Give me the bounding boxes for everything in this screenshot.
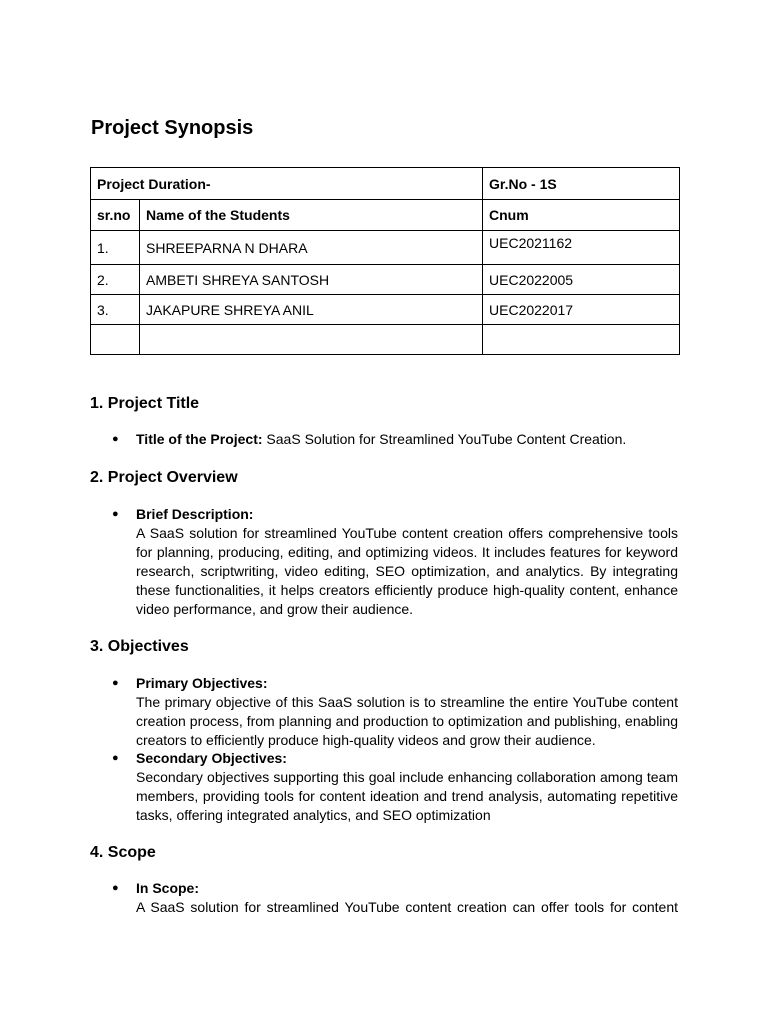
cell-empty	[140, 325, 483, 355]
bullet-icon: ●	[112, 752, 119, 764]
table-row	[91, 231, 680, 265]
table-header-row	[91, 200, 680, 231]
section-heading-project-title: 1. Project Title	[90, 395, 200, 412]
cell-cnum: UEC2021162	[483, 231, 680, 265]
group-number-cell: Gr.No - 1S	[483, 168, 680, 200]
list-item	[112, 879, 678, 917]
empty-table-row	[91, 325, 680, 355]
project-title-text: SaaS Solution for Streamlined YouTube Content Creation.	[262, 431, 627, 447]
cell-name: JAKAPURE SHREYA ANIL	[140, 295, 483, 325]
table-row	[91, 168, 680, 200]
brief-description-text: A SaaS solution for streamlined YouTube content creation offers comprehensive tools for planning, producing, editing, and optimizing videos. It includes features for keyword research, scriptwriting, video editing, SEO optimization, and analytics. By integrating these functionalities, it helps creators efficiently produce high-quality content, enhance video performance, and grow their audience.	[136, 525, 678, 617]
cell-empty	[483, 325, 680, 355]
cell-srno: 1.	[91, 231, 140, 265]
bullet-icon: ●	[112, 508, 119, 520]
table-row	[91, 295, 680, 325]
section-heading-scope: 4. Scope	[90, 844, 156, 861]
cell-srno: 3.	[91, 295, 140, 325]
column-header-cnum: Cnum	[483, 200, 680, 231]
list-item	[112, 674, 678, 750]
bullet-icon: ●	[112, 882, 119, 894]
project-duration-cell: Project Duration-	[91, 168, 483, 200]
section-heading-project-overview: 2. Project Overview	[90, 469, 238, 486]
cell-srno: 2.	[91, 265, 140, 295]
cell-empty	[91, 325, 140, 355]
brief-description-label: Brief Description:	[136, 506, 254, 522]
bullet-icon: ●	[112, 677, 119, 689]
list-item	[112, 505, 678, 619]
in-scope-text: A SaaS solution for streamlined YouTube content creation can offer tools for content	[136, 899, 678, 915]
column-header-srno: sr.no	[91, 200, 140, 231]
bullet-icon: ●	[112, 433, 119, 445]
cell-cnum: UEC2022017	[483, 295, 680, 325]
cell-name: AMBETI SHREYA SANTOSH	[140, 265, 483, 295]
project-info-table	[90, 167, 680, 355]
section-heading-objectives: 3. Objectives	[90, 638, 189, 655]
cell-name: SHREEPARNA N DHARA	[140, 231, 483, 265]
primary-objectives-label: Primary Objectives:	[136, 675, 268, 691]
column-header-name: Name of the Students	[140, 200, 483, 231]
project-title-label: Title of the Project:	[136, 431, 263, 447]
table-row	[91, 265, 680, 295]
in-scope-label: In Scope:	[136, 880, 200, 896]
cell-cnum: UEC2022005	[483, 265, 680, 295]
primary-objectives-text: The primary objective of this SaaS solution is to streamline the entire YouTube content creation process, from planning and production to optimization and publishing, enabling creators to efficiently produce high-quality videos and grow their audience.	[136, 694, 678, 748]
secondary-objectives-text: Secondary objectives supporting this goal include enhancing collaboration among team members, providing tools for content ideation and trend analysis, automating repetitive tasks, offering integrated analytics, and SEO optimization	[136, 769, 678, 823]
list-item	[112, 430, 678, 449]
secondary-objectives-label: Secondary Objectives:	[136, 750, 287, 766]
list-item	[112, 749, 678, 825]
document-title: Project Synopsis	[91, 117, 254, 139]
